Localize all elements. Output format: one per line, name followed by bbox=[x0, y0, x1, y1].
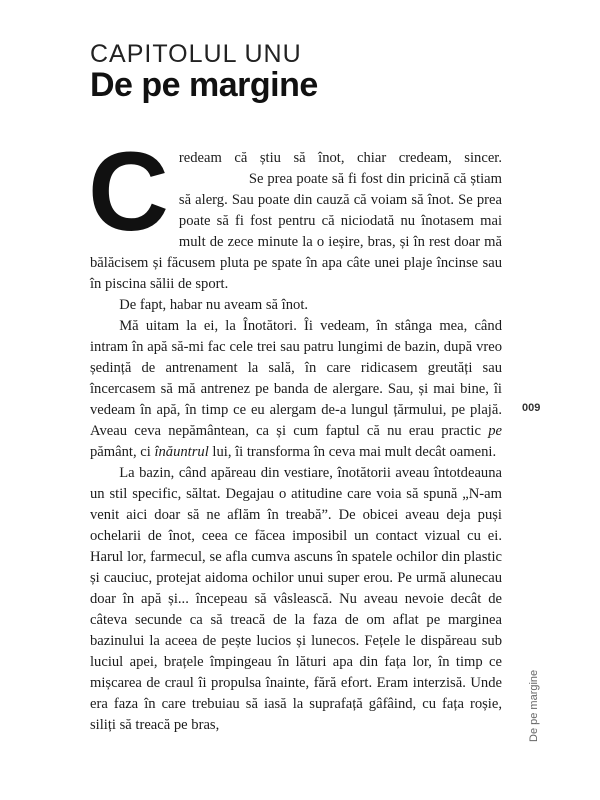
paragraph-3-emphasis-2: înăuntrul bbox=[154, 444, 209, 460]
paragraph-1 bbox=[88, 129, 502, 295]
page-number: 009 bbox=[522, 402, 541, 414]
chapter-title: De pe margine bbox=[90, 66, 318, 104]
drop-cap: C bbox=[88, 129, 169, 254]
running-head: De pe margine bbox=[528, 669, 540, 742]
paragraph-3-part-c: lui, îi transforma în ceva mai mult decât oameni. bbox=[208, 444, 497, 460]
paragraph-3-part-b: pământ, ci bbox=[90, 444, 155, 460]
paragraph-1-rest: Se prea poate să fi fost din pricină că știam să alerg. Sau poate din cauză că voiam să înot. Se prea poate să fi fost pentru că niciodată nu înotasem mai mult de zece minute la o ieșire, bras, și în rest doar mă bălăcisem și făcusem pluta pe spate în apa câte unei plaje încinse sau în piscina sălii de sport. bbox=[90, 171, 502, 292]
paragraph-3 bbox=[90, 316, 502, 463]
paragraph-4: La bazin, când apăreau din vestiare, înotătorii aveau întotdeauna un stil specific, săltat. Degajau o atitudine care voia să spună „N-am venit aici doar să ne aflăm în treabă”. De obicei aveau deja puși ochelarii de înot, ceea ce făcea imposibil un contact vizual cu ei. Harul lor, farmecul, se afla cumva ascuns în spatele ochilor din plastic și cauciuc, protejat aidoma ochilor unui super erou. Pe urmă alunecau doar în apă și... începeau să vâslească. Nu aveau nevoie decât de câteva secunde ca să treacă de la faza de om aflat pe marginea bazinului la aceea de pește lucios și lunecos. Fețele le dispăreau sub luciul apei, brațele împingeau în lături apa din fața lor, în timp ce mișcarea de craul îi propulsa înainte, fără efort. Eram interzisă. Unde era faza în care trebuiau să iasă la suprafață gâfâind, cu fața roșie, siliți să treacă pe bras, bbox=[90, 465, 502, 733]
paragraph-1-opening: redeam că știu să înot, chiar credeam, sincer. bbox=[178, 150, 502, 166]
chapter-label: CAPITOLUL UNU bbox=[90, 40, 302, 68]
paragraph-3-emphasis-1: pe bbox=[488, 423, 502, 439]
body-text bbox=[88, 129, 502, 736]
paragraph-2: De fapt, habar nu aveam să înot. bbox=[119, 297, 309, 313]
paragraph-3-part-a: Mă uitam la ei, la Înotători. Îi vedeam, în stânga mea, când intram în apă să-mi fac cele trei sau patru lungimi de bazin, după vreo ședință de antrenament la sală, în care ridicasem greutăți sau încercasem să mă antrenez pe banda de alergare. Sau, și mai bine, îi vedeam în apă, în timp ce eu alergam de-a lungul țărmului, pe plajă. Aveau ceva nepământean, ca și cum faptul că nu erau practic bbox=[90, 318, 502, 439]
